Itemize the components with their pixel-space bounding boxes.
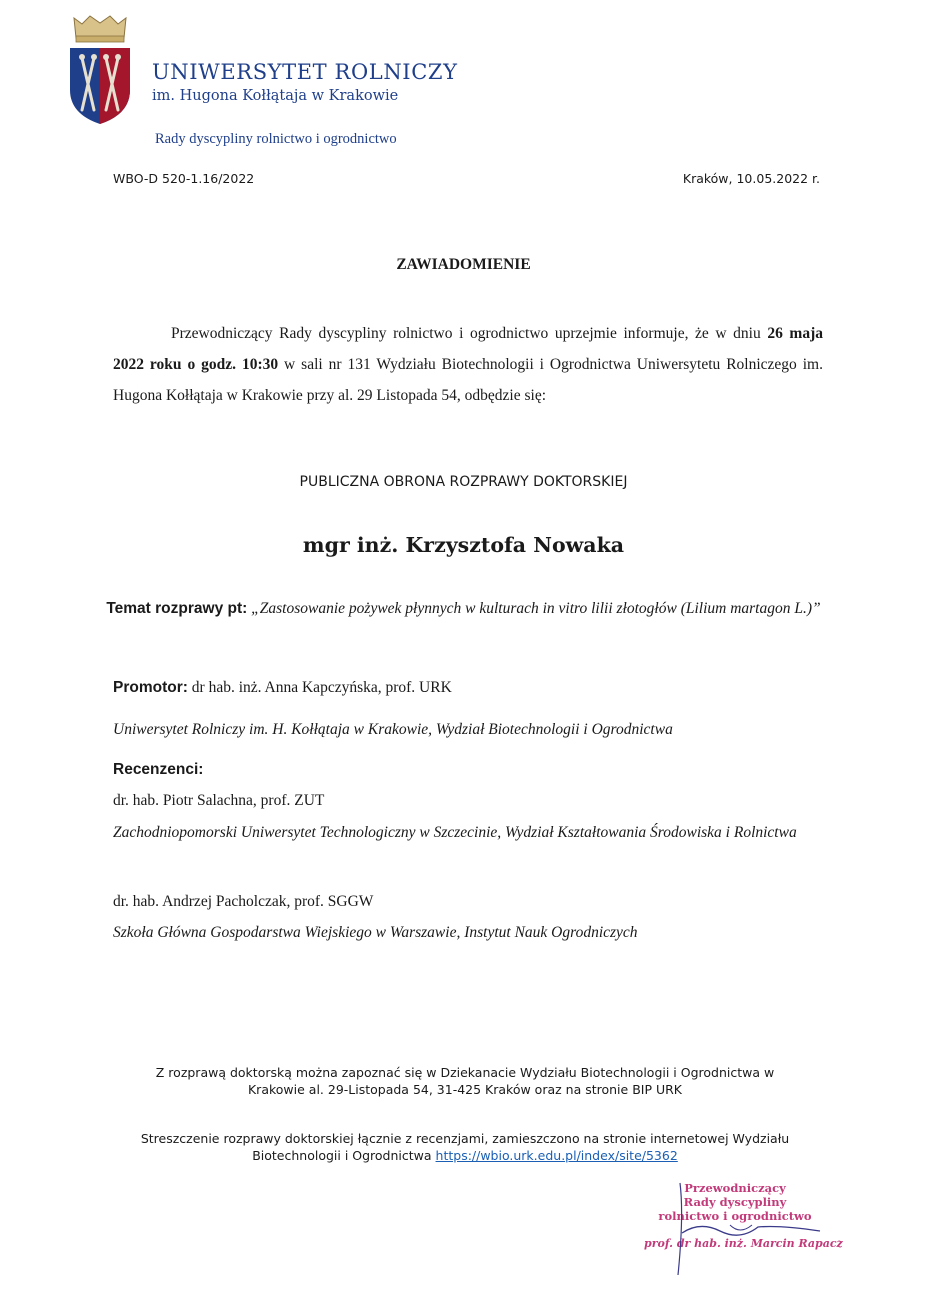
reviewer-1-affiliation: Zachodniopomorski Uniwersytet Technologiczny w Szczecinie, Wydział Kształtowania Środowiska i Rolnictwa <box>113 824 797 841</box>
defence-date-time: 26 maja 2022 roku o godz. 10:30 <box>113 325 823 373</box>
promotor-line <box>113 679 828 697</box>
topic-title: „Zastosowanie pożywek płynnych w kulturach in vitro lilii złotogłów (Lilium martagon L.)” <box>251 600 821 617</box>
promotor-label: Promotor: <box>113 679 188 696</box>
university-name: UNIWERSYTET ROLNICZY <box>152 60 458 84</box>
footer-note-2 <box>140 1130 790 1164</box>
promotor-affiliation: Uniwersytet Rolniczy im. H. Kołłątaja w Krakowie, Wydział Biotechnologii i Ogrodnictwa <box>113 721 673 738</box>
handwritten-signature <box>640 1175 830 1285</box>
stamp-line-1: Przewodniczący <box>684 1181 786 1195</box>
dissertation-topic <box>100 598 827 620</box>
reviewer-1-name: dr. hab. Piotr Salachna, prof. ZUT <box>113 792 325 809</box>
stamp-signatory: prof. dr hab. inż. Marcin Rapacz <box>644 1237 843 1250</box>
reviewer-2-name: dr. hab. Andrzej Pacholczak, prof. SGGW <box>113 893 374 910</box>
footer-note-2-text: Streszczenie rozprawy doktorskiej łącznie z recenzjami, zamieszczono na stronie internetowej Wydziału Biotechnologii i Ogrodnictwa <box>140 1131 790 1163</box>
candidate-name: mgr inż. Krzysztofa Nowaka <box>302 533 625 557</box>
promotor-name: dr hab. inż. Anna Kapczyńska, prof. URK <box>191 679 452 696</box>
notice-heading: ZAWIADOMIENIE <box>396 256 531 273</box>
reviewers-heading <box>113 761 828 779</box>
place-date: Kraków, 10.05.2022 r. <box>682 171 820 186</box>
notice-body <box>113 318 823 411</box>
reference-number: WBO-D 520-1.16/2022 <box>113 171 255 186</box>
bip-link[interactable]: https://wbio.urk.edu.pl/index/site/5362 <box>435 1148 678 1163</box>
topic-label: Temat rozprawy pt: <box>106 600 248 617</box>
intro-text-1: Przewodniczący Rady dyscypliny rolnictwo i ogrodnictwo uprzejmie informuje, że w dniu <box>171 325 768 342</box>
council-name: Rady dyscypliny rolnictwo i ogrodnictwo <box>155 131 397 147</box>
reviewers-label: Recenzenci: <box>113 761 204 778</box>
university-subtitle: im. Hugona Kołłątaja w Krakowie <box>152 88 399 104</box>
defence-title: PUBLICZNA OBRONA ROZPRAWY DOKTORSKIEJ <box>299 474 628 490</box>
chairman-stamp <box>640 1175 843 1285</box>
stamp-line-3: rolnictwo i ogrodnictwo <box>658 1209 812 1223</box>
intro-text-2: w sali nr 131 Wydziału Biotechnologii i Ogrodnictwa Uniwersytetu Rolniczego im. Hugona Kołłątaja w Krakowie przy al. 29 Listopada 54, odbędzie się: <box>113 356 823 404</box>
reviewer-2-affiliation: Szkoła Główna Gospodarstwa Wiejskiego w Warszawie, Instytut Nauk Ogrodniczych <box>113 924 638 941</box>
stamp-line-2: Rady dyscypliny <box>683 1195 787 1209</box>
university-crest-logo <box>68 14 132 126</box>
footer-note-1: Z rozprawą doktorską można zapoznać się w Dziekanacie Wydziału Biotechnologii i Ogrodnictwa w Krakowie al. 29-Listopada 54, 31-425 Kraków oraz na stronie BIP URK <box>155 1065 775 1097</box>
